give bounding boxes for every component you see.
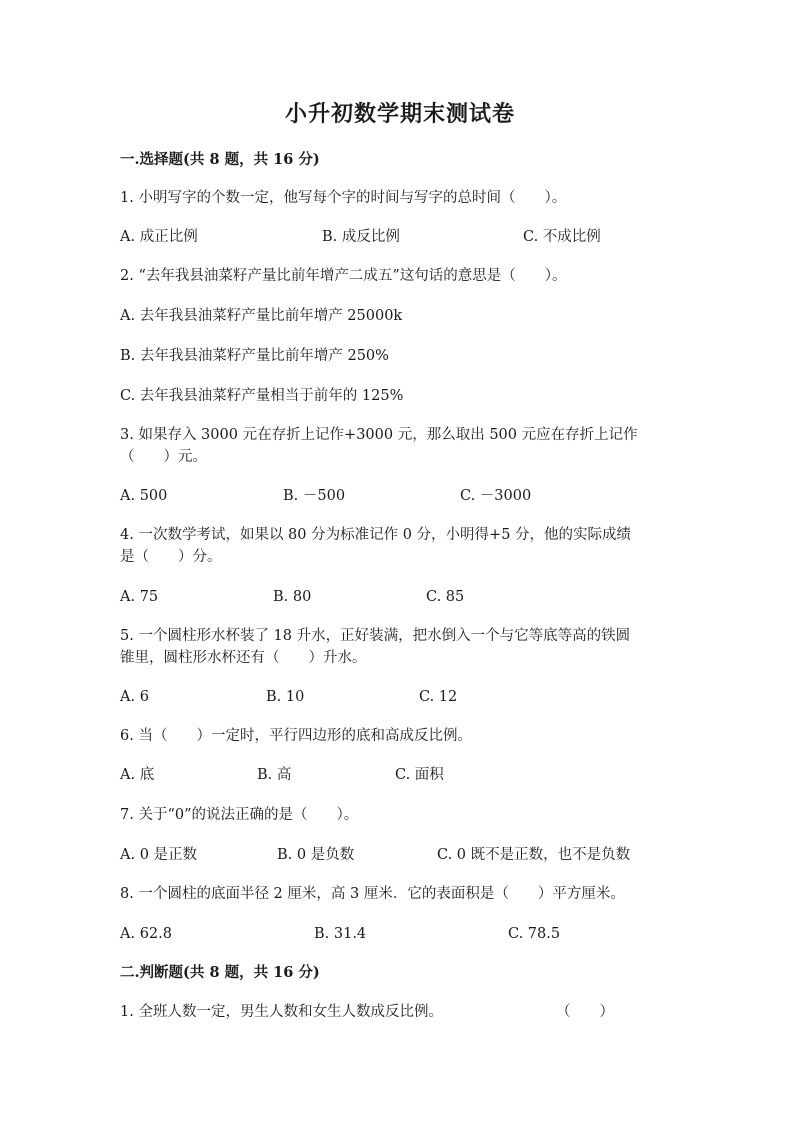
question-7-option-b: B. 0 是负数: [277, 847, 355, 863]
question-6-option-a: A. 底: [120, 767, 155, 783]
question-1-option-b: B. 成反比例: [322, 229, 400, 245]
judgment-1-blank: （ ）: [556, 1004, 614, 1020]
question-3-text-line2: （ ）元。: [120, 449, 207, 465]
question-2-option-b: B. 去年我县油菜籽产量比前年增产 250%: [120, 348, 389, 364]
question-8-option-c: C. 78.5: [508, 926, 561, 942]
question-1-option-a: A. 成正比例: [120, 229, 198, 245]
section-heading-judgment: 二.判断题(共 8 题，共 16 分): [120, 964, 320, 981]
question-5-option-a: A. 6: [120, 689, 149, 705]
question-8-option-b: B. 31.4: [314, 926, 367, 942]
question-4-option-c: C. 85: [426, 589, 465, 605]
question-4-option-a: A. 75: [120, 589, 159, 605]
question-7-option-c: C. 0 既不是正数，也不是负数: [437, 847, 631, 863]
question-1-text: 1. 小明写字的个数一定，他写每个字的时间与写字的总时间（ ）。: [120, 190, 567, 206]
question-5-text-line1: 5. 一个圆柱形水杯装了 18 升水，正好装满，把水倒入一个与它等底等高的铁圆: [120, 628, 631, 644]
question-3-option-c: C. －3000: [460, 488, 532, 504]
question-5-option-b: B. 10: [266, 689, 305, 705]
question-2-text: 2. “去年我县油菜籽产量比前年增产二成五”这句话的意思是（ ）。: [120, 268, 567, 284]
question-1-option-c: C. 不成比例: [523, 229, 601, 245]
question-4-text-line2: 是（ ）分。: [120, 549, 222, 565]
question-8-text: 8. 一个圆柱的底面半径 2 厘米，高 3 厘米．它的表面积是（ ）平方厘米。: [120, 886, 625, 902]
question-3-option-a: A. 500: [120, 488, 168, 504]
question-6-text: 6. 当（ ）一定时，平行四边形的底和高成反比例。: [120, 728, 472, 744]
judgment-1-text: 1. 全班人数一定，男生人数和女生人数成反比例。: [120, 1004, 443, 1020]
question-6-option-b: B. 高: [257, 767, 292, 783]
question-7-option-a: A. 0 是正数: [120, 847, 198, 863]
page-title: 小升初数学期末测试卷: [284, 101, 515, 127]
question-2-option-c: C. 去年我县油菜籽产量相当于前年的 125%: [120, 388, 404, 404]
question-4-option-b: B. 80: [273, 589, 312, 605]
question-3-option-b: B. －500: [283, 488, 346, 504]
question-2-option-a: A. 去年我县油菜籽产量比前年增产 25000k: [120, 308, 403, 324]
question-7-text: 7. 关于“0”的说法正确的是（ ）。: [120, 807, 359, 823]
question-5-option-c: C. 12: [419, 689, 458, 705]
question-5-text-line2: 锥里，圆柱形水杯还有（ ）升水。: [120, 650, 367, 666]
question-6-option-c: C. 面积: [395, 767, 444, 783]
question-8-option-a: A. 62.8: [120, 926, 172, 942]
question-3-text-line1: 3. 如果存入 3000 元在存折上记作+3000 元，那么取出 500 元应在存折上记作: [120, 427, 638, 443]
section-heading-choice: 一.选择题(共 8 题，共 16 分): [120, 151, 320, 168]
question-4-text-line1: 4. 一次数学考试，如果以 80 分为标准记作 0 分，小明得+5 分，他的实际成绩: [120, 527, 632, 543]
